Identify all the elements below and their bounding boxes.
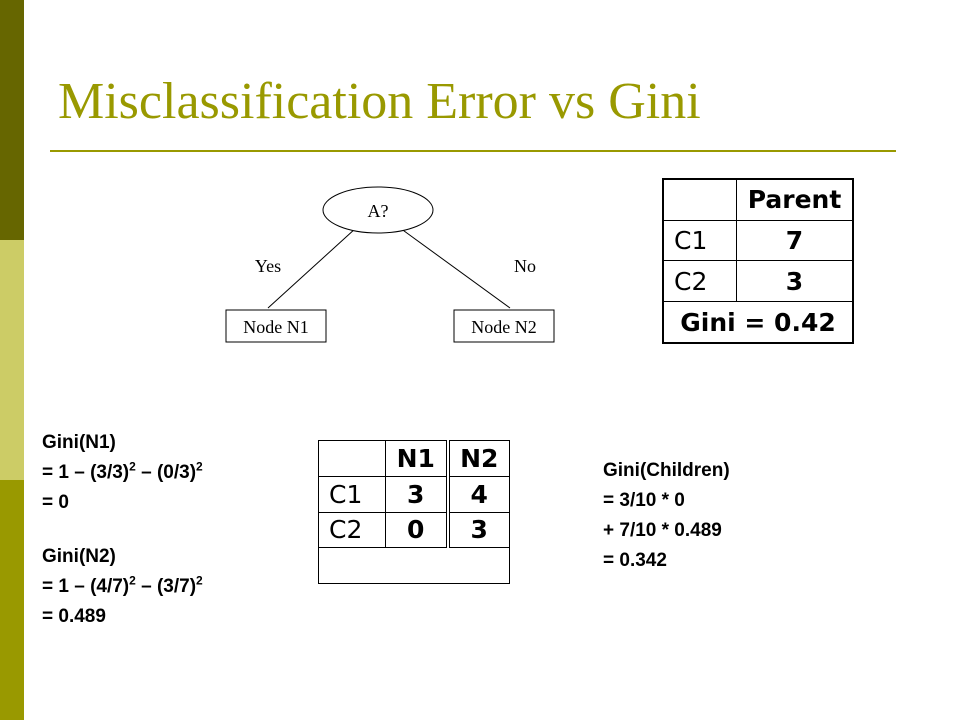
gini-n2-calculation <box>42 542 203 632</box>
class-label: C1 <box>663 220 737 261</box>
parent-table <box>662 178 854 344</box>
n1-header: N1 <box>386 441 448 477</box>
gini-n2-title: Gini(N2) <box>42 546 116 567</box>
class-label: C1 <box>319 476 386 512</box>
no-branch-line <box>400 228 510 308</box>
gini-n1-calculation <box>42 428 203 518</box>
n1-count: 0 <box>386 512 448 548</box>
gini-n2-result: = 0.489 <box>42 606 106 627</box>
table-cell-empty <box>319 441 386 477</box>
gini-n1-formula <box>42 458 203 488</box>
class-count: 3 <box>737 261 854 302</box>
gini-n2-formula <box>42 572 203 602</box>
n2-count: 4 <box>448 476 510 512</box>
exponent: 2 <box>196 459 203 474</box>
slide-title: Misclassification Error vs Gini <box>58 73 701 130</box>
empty-row <box>319 548 510 584</box>
n2-count: 3 <box>448 512 510 548</box>
class-label: C2 <box>319 512 386 548</box>
class-label: C2 <box>663 261 737 302</box>
class-count: 7 <box>737 220 854 261</box>
yes-branch-label: Yes <box>254 256 282 276</box>
gini-children-term1: = 3/10 * 0 <box>603 490 685 511</box>
formula-term: – (3/7) <box>135 576 197 597</box>
formula-term: – (0/3) <box>135 462 197 483</box>
parent-table-header-row <box>663 179 853 220</box>
n2-header: N2 <box>448 441 510 477</box>
table-row <box>663 261 853 302</box>
root-node-label: A? <box>367 201 389 221</box>
children-table <box>318 440 510 584</box>
node-n1-label: Node N1 <box>243 317 309 337</box>
parent-gini: Gini = 0.42 <box>663 302 853 343</box>
gini-children-title: Gini(Children) <box>603 460 730 481</box>
exponent: 2 <box>196 573 203 588</box>
gini-n1-title: Gini(N1) <box>42 432 116 453</box>
gini-n1-result: = 0 <box>42 492 69 513</box>
table-row <box>663 220 853 261</box>
gini-children-result: = 0.342 <box>603 550 667 571</box>
table-row <box>319 476 510 512</box>
table-row <box>663 302 853 343</box>
gini-children-calculation <box>603 456 730 576</box>
n1-count: 3 <box>386 476 448 512</box>
yes-branch-line <box>268 228 356 308</box>
formula-term: = 1 – (4/7) <box>42 576 130 597</box>
table-cell-empty <box>663 179 737 220</box>
table-row <box>319 548 510 584</box>
exponent: 2 <box>129 573 136 588</box>
no-branch-label: No <box>514 256 536 276</box>
children-table-header-row <box>319 441 510 477</box>
exponent: 2 <box>129 459 136 474</box>
parent-header: Parent <box>737 179 854 220</box>
formula-term: = 1 – (3/3) <box>42 462 130 483</box>
table-row <box>319 512 510 548</box>
gini-children-term2: + 7/10 * 0.489 <box>603 520 722 541</box>
node-n2-label: Node N2 <box>471 317 537 337</box>
